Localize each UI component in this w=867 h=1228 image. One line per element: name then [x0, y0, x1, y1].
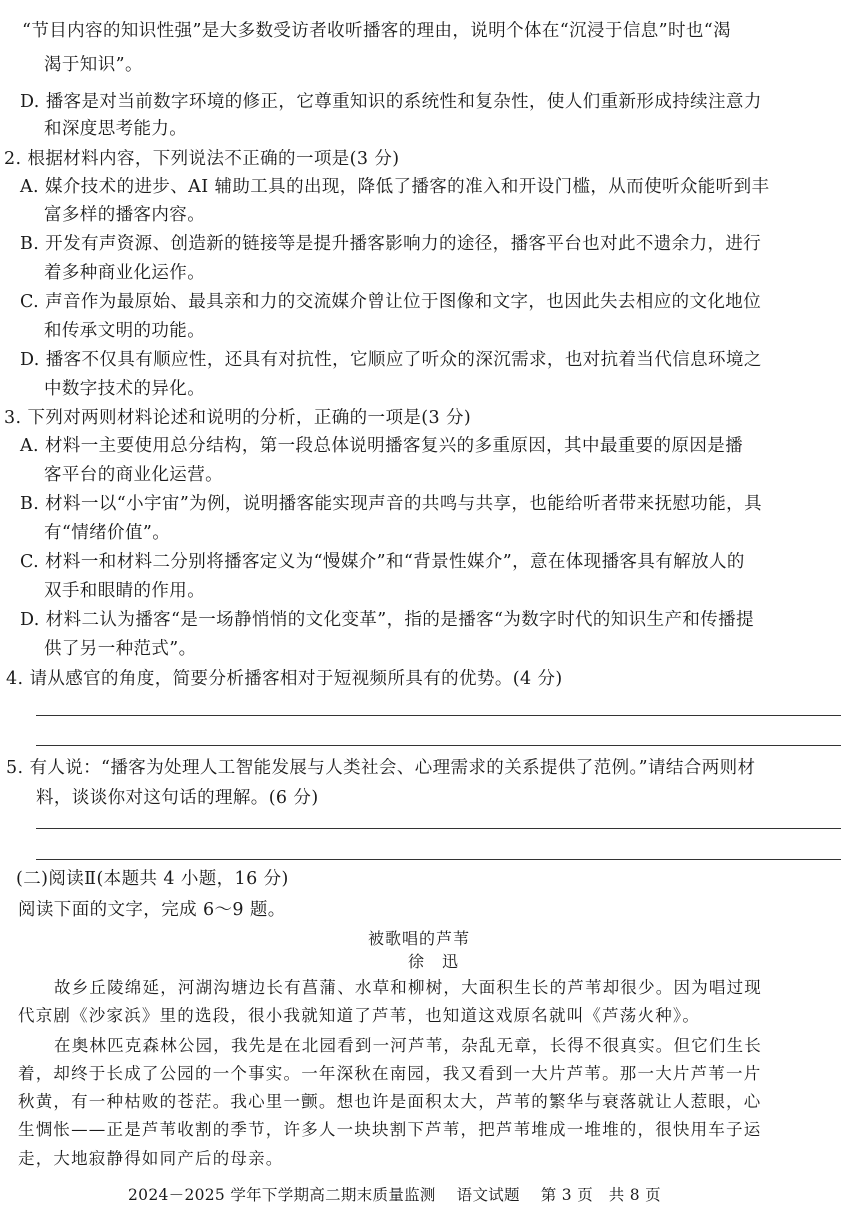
question-3-option-b-line-2: 有“情绪价值”。: [44, 523, 171, 543]
question-1-option-c-continued: [22, 18, 731, 44]
answer-line[interactable]: [36, 828, 841, 829]
footer-page-total: 共 8 页: [608, 1186, 661, 1204]
passage-paragraph-2-line-4: 生惆怅——正是芦苇收割的季节，许多人一块块割下芦苇，把芦苇堆成一堆堆的，很快用车子运: [18, 1120, 762, 1139]
question-1-option-d-line-2: 和深度思考能力。: [44, 119, 188, 139]
passage-paragraph-1-line-1: 故乡丘陵绵延，河湖沟塘边长有菖蒲、水草和柳树，大面积生长的芦苇却很少。因为唱过现: [54, 978, 762, 997]
question-3-option-a-line-2: 客平台的商业化运营。: [44, 465, 223, 485]
question-3-stem: 3. 下列对两则材料论述和说明的分析，正确的一项是(3 分): [4, 408, 472, 428]
option-text: 节目内容的知识性强”是大多数受访者收听播客的理由，说明个体在“沉浸于信息”时也“渴: [31, 21, 732, 41]
answer-line[interactable]: [36, 715, 841, 716]
quote-mark: “: [22, 21, 32, 41]
question-3-option-c-line-2: 双手和眼睛的作用。: [44, 581, 206, 601]
question-2-option-a-line-2: 富多样的播客内容。: [44, 205, 206, 225]
answer-line[interactable]: [36, 859, 841, 860]
passage-title: 被歌唱的芦苇: [368, 929, 471, 948]
question-4-stem: 4. 请从感官的角度，简要分析播客相对于短视频所具有的优势。(4 分): [6, 669, 563, 689]
question-2-option-c: C. 声音作为最原始、最具亲和力的交流媒介曾让位于图像和文字，也因此失去相应的文化地位: [20, 292, 762, 312]
question-3-option-c: C. 材料一和材料二分别将播客定义为“慢媒介”和“背景性媒介”，意在体现播客具有解放人的: [20, 552, 745, 572]
question-2-stem: 2. 根据材料内容，下列说法不正确的一项是(3 分): [4, 149, 400, 169]
question-5-stem-line-2: 料，谈谈你对这句话的理解。(6 分): [36, 788, 319, 808]
question-3-option-b: B. 材料一以“小宇宙”为例，说明播客能实现声音的共鸣与共享，也能给听者带来抚慰功能，具: [20, 494, 762, 514]
section-2-instruction: 阅读下面的文字，完成 6～9 题。: [18, 900, 286, 920]
question-1-option-c-line-2: 渴于知识”。: [44, 55, 143, 75]
question-2-option-d-line-2: 中数字技术的异化。: [44, 379, 206, 399]
question-2-option-c-line-2: 和传承文明的功能。: [44, 321, 206, 341]
passage-paragraph-2-line-2: 着，却终于长成了公园的一个事实。一年深秋在南园，我又看到一大片芦苇。那一大片芦苇一片: [18, 1064, 762, 1083]
question-5-stem: 5. 有人说：“播客为处理人工智能发展与人类社会、心理需求的关系提供了范例。”请结合两则材: [6, 758, 756, 778]
question-3-option-d-line-2: 供了另一种范式”。: [44, 639, 197, 659]
passage-paragraph-2-line-3: 秋黄，有一种枯败的苍茫。我心里一颤。想也许是面积太大，芦苇的繁华与衰落就让人惹眼，心: [18, 1092, 762, 1111]
question-2-option-d: D. 播客不仅具有顺应性，还具有对抗性，它顺应了听众的深沉需求，也对抗着当代信息环境之: [20, 350, 762, 370]
question-3-option-a: A. 材料一主要使用总分结构，第一段总体说明播客复兴的多重原因，其中最重要的原因是播: [20, 436, 744, 456]
question-2-option-a: A. 媒介技术的进步、AI 辅助工具的出现，降低了播客的准入和开设门槛，从而使听众能听到丰: [20, 177, 770, 197]
footer-subject: 语文试题: [456, 1186, 520, 1204]
section-2-heading: (二)阅读Ⅱ(本题共 4 小题，16 分): [16, 869, 289, 889]
footer-exam-name: 2024－2025 学年下学期高二期末质量监测: [128, 1186, 436, 1204]
page-footer: [128, 1183, 661, 1205]
passage-paragraph-2-line-5: 走，大地寂静得如同产后的母亲。: [18, 1149, 284, 1168]
question-2-option-b: B. 开发有声资源、创造新的链接等是提升播客影响力的途径，播客平台也对此不遗余力，进行: [20, 234, 762, 254]
passage-paragraph-2-line-1: 在奥林匹克森林公园，我先是在北园看到一河芦苇，杂乱无章，长得不很真实。但它们生长: [54, 1036, 762, 1055]
passage-paragraph-1-line-2: 代京剧《沙家浜》里的选段，很小我就知道了芦苇，也知道这戏原名就叫《芦荡火种》。: [18, 1006, 701, 1025]
answer-line[interactable]: [36, 745, 841, 746]
question-1-option-d: D. 播客是对当前数字环境的修正，它尊重知识的系统性和复杂性，使人们重新形成持续注意力: [20, 92, 762, 112]
question-2-option-b-line-2: 着多种商业化运作。: [44, 263, 206, 283]
passage-author: 徐 迅: [408, 952, 460, 971]
footer-page-number: 第 3 页: [540, 1186, 593, 1204]
question-3-option-d: D. 材料二认为播客“是一场静悄悄的文化变革”，指的是播客“为数字时代的知识生产和传播提: [20, 610, 754, 630]
